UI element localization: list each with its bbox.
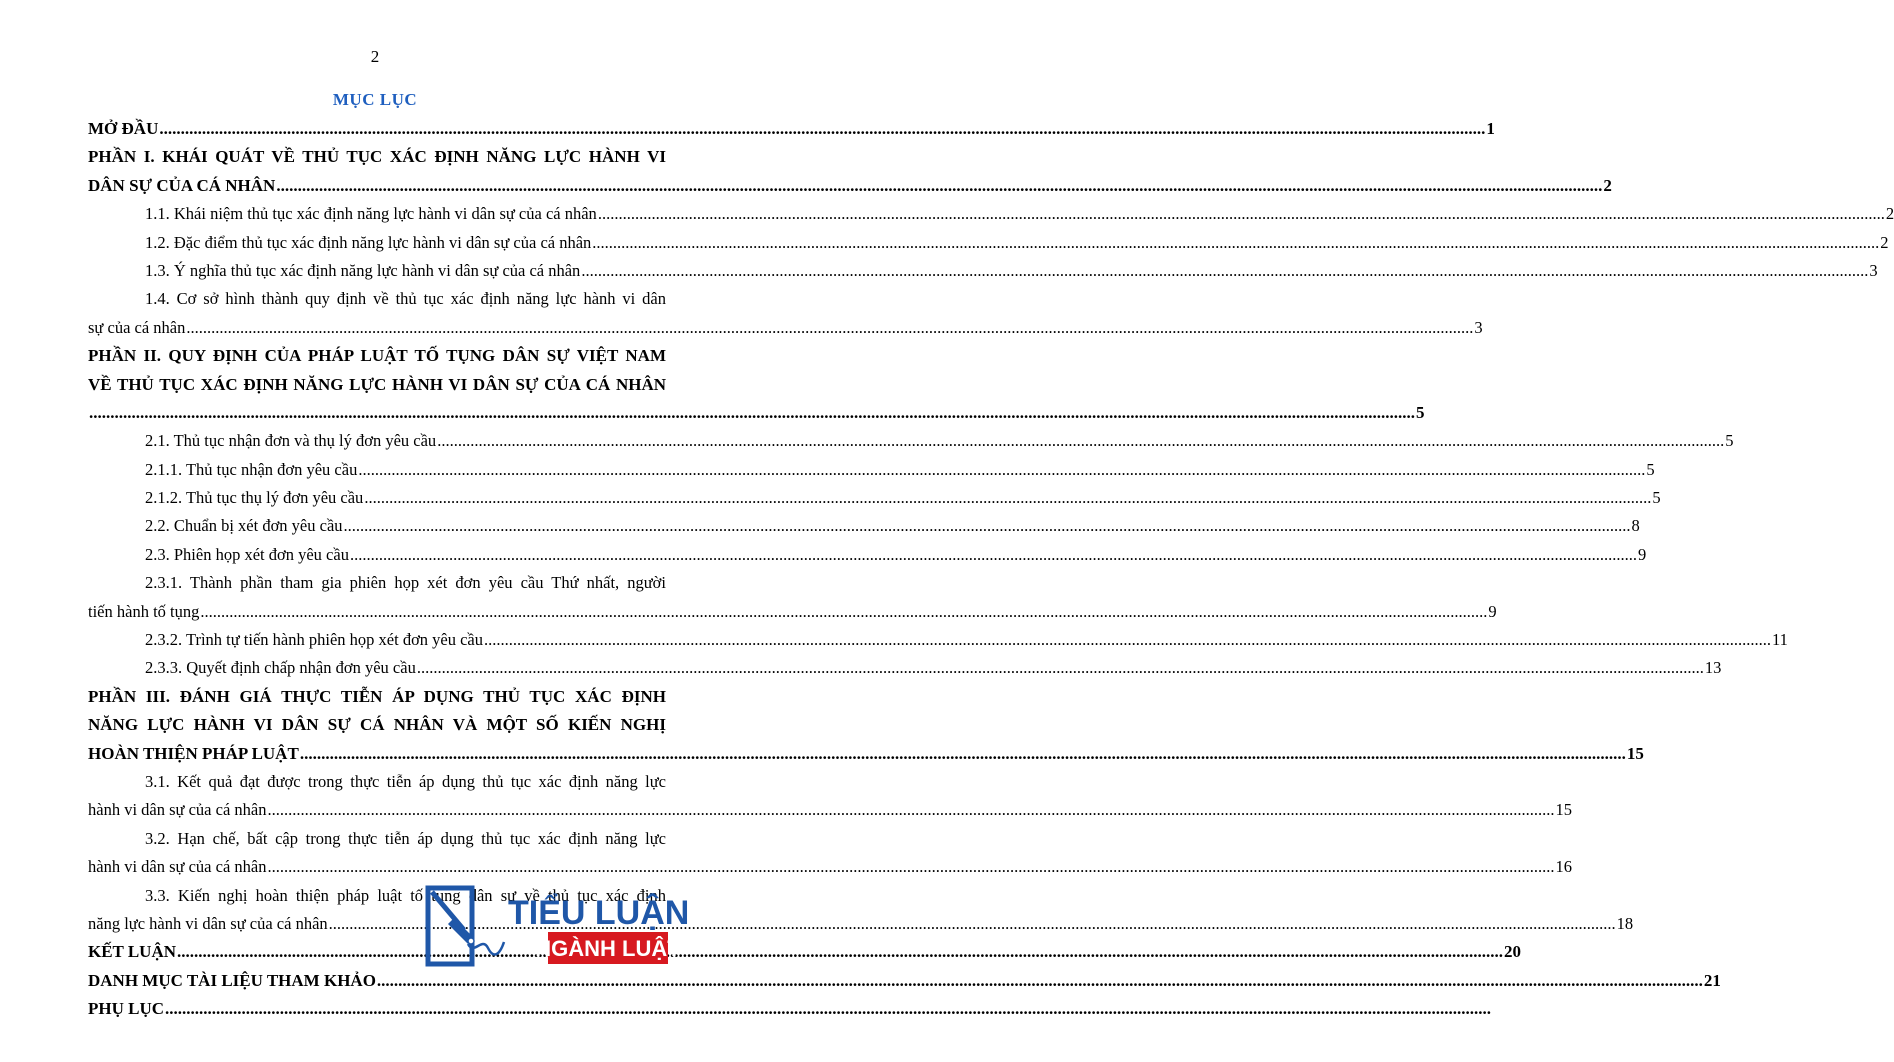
dot-leader bbox=[159, 115, 1485, 143]
toc-page: 5 bbox=[1725, 431, 1734, 451]
toc-page: 16 bbox=[1555, 857, 1572, 877]
toc-entry-text: hành vi dân sự của cá nhân bbox=[88, 800, 267, 820]
toc-entry[interactable] bbox=[88, 825, 666, 853]
toc-title: MỤC LỤC bbox=[332, 90, 418, 109]
toc-entry-text: hành vi dân sự của cá nhân bbox=[88, 857, 267, 877]
dot-leader bbox=[267, 853, 1554, 881]
toc-entry-text: MỞ ĐẦU bbox=[88, 119, 159, 138]
dot-leader bbox=[437, 427, 1724, 455]
toc-entry[interactable] bbox=[88, 626, 1788, 654]
toc-entry[interactable] bbox=[88, 995, 666, 1023]
pen-nib-icon bbox=[428, 888, 504, 964]
toc-page: 21 bbox=[1703, 970, 1721, 990]
dot-leader bbox=[344, 512, 1631, 540]
toc-entry[interactable] bbox=[88, 285, 666, 313]
toc-page: 20 bbox=[1504, 942, 1522, 962]
toc-entry-text: 1.3. Ý nghĩa thủ tục xác định năng lực hành vi dân sự của cá nhân bbox=[145, 260, 581, 280]
watermark-logo bbox=[424, 884, 690, 968]
dot-leader bbox=[598, 200, 1885, 228]
page-number: 2 bbox=[370, 47, 380, 66]
toc-entry-text: 2.3. Phiên họp xét đơn yêu cầu bbox=[145, 544, 349, 564]
toc-entry-text: năng lực hành vi dân sự của cá nhân bbox=[88, 913, 328, 933]
toc-entry[interactable] bbox=[88, 456, 1655, 484]
toc-entry-text: 3.3. Kiến nghị hoàn thiện pháp luật tố tụng dân sự về thủ tục xác định bbox=[145, 885, 666, 905]
toc-entry[interactable] bbox=[88, 143, 666, 171]
dot-leader bbox=[358, 456, 1645, 484]
toc-entry-text: sự của cá nhân bbox=[88, 317, 186, 337]
watermark-line2: NGÀNH LUẬT bbox=[535, 936, 681, 961]
dot-leader bbox=[300, 740, 1626, 768]
toc-entry-text: tiến hành tố tụng bbox=[88, 601, 200, 621]
toc-entry-text: 3.2. Hạn chế, bất cập trong thực tiễn áp dụng thủ tục xác định năng lực bbox=[145, 828, 666, 848]
toc-entry-text: 1.2. Đặc điểm thủ tục xác định năng lực hành vi dân sự của cá nhân bbox=[145, 232, 592, 252]
toc-entry[interactable] bbox=[88, 342, 666, 370]
toc-page: 9 bbox=[1637, 544, 1647, 564]
toc-page: 2 bbox=[1885, 204, 1894, 224]
dot-leader bbox=[484, 626, 1771, 654]
toc-entry-text: 2.3.2. Trình tự tiến hành phiên họp xét đơn yêu cầu bbox=[145, 630, 484, 650]
toc-entry[interactable] bbox=[88, 484, 1661, 512]
toc-entry-text: 1.1. Khái niệm thủ tục xác định năng lực hành vi dân sự của cá nhân bbox=[145, 204, 597, 224]
toc-entry-cont[interactable] bbox=[88, 399, 1425, 427]
dot-leader bbox=[350, 541, 1637, 569]
toc-page: 11 bbox=[1772, 630, 1788, 650]
toc-entry-text: 3.1. Kết quả đạt được trong thực tiễn áp dụng thủ tục xác định năng lực bbox=[145, 771, 666, 791]
toc-entry-cont[interactable] bbox=[88, 740, 1644, 768]
toc-entry-cont[interactable] bbox=[88, 711, 666, 739]
toc-entry-text: 2.2. Chuẩn bị xét đơn yêu cầu bbox=[145, 516, 343, 536]
toc-entry[interactable] bbox=[88, 654, 1722, 682]
dot-leader bbox=[89, 399, 1415, 427]
toc-entry[interactable] bbox=[88, 768, 666, 796]
toc-entry[interactable] bbox=[88, 200, 1894, 228]
toc-entry-cont[interactable] bbox=[88, 314, 1483, 342]
toc-page: 5 bbox=[1646, 459, 1655, 479]
watermark-line1: TIỂU LUẬN bbox=[508, 894, 690, 932]
toc-page: 3 bbox=[1869, 260, 1878, 280]
toc-entry-text: DANH MỤC TÀI LIỆU THAM KHẢO bbox=[88, 970, 376, 990]
toc-entry-text: PHẦN III. ĐÁNH GIÁ THỰC TIỄN ÁP DỤNG THỦ TỤC XÁC ĐỊNH bbox=[88, 686, 666, 706]
toc-entry[interactable] bbox=[88, 683, 666, 711]
toc-entry-text: NĂNG LỰC HÀNH VI DÂN SỰ CÁ NHÂN VÀ MỘT SỐ KIẾN NGHỊ bbox=[88, 715, 666, 735]
toc-page: 5 bbox=[1652, 488, 1661, 508]
toc-page: 18 bbox=[1616, 913, 1634, 933]
toc-page: 9 bbox=[1488, 601, 1497, 621]
toc-entry-cont[interactable] bbox=[88, 796, 1572, 824]
toc-entry-text: 1.4. Cơ sở hình thành quy định về thủ tục xác định năng lực hành vi dân bbox=[145, 289, 666, 309]
toc-entry[interactable] bbox=[88, 229, 1889, 257]
toc-entry-text: 2.1. Thủ tục nhận đơn và thụ lý đơn yêu cầu bbox=[145, 431, 437, 451]
toc-page: 5 bbox=[1416, 402, 1425, 422]
dot-leader bbox=[377, 967, 1703, 995]
toc-entry-text: KẾT LUẬN bbox=[88, 942, 177, 962]
toc-entry[interactable] bbox=[88, 569, 666, 597]
toc-entry-text: 2.1.1. Thủ tục nhận đơn yêu cầu bbox=[145, 459, 358, 479]
toc-entry[interactable] bbox=[88, 427, 1734, 455]
toc-entry-cont[interactable] bbox=[88, 172, 1612, 200]
toc-entry-text: PHỤ LỤC bbox=[88, 999, 165, 1019]
toc-page: 2 bbox=[1603, 175, 1612, 195]
toc-entry-text: VỀ THỦ TỤC XÁC ĐỊNH NĂNG LỰC HÀNH VI DÂN SỰ CỦA CÁ NHÂN bbox=[88, 374, 666, 394]
toc-entry[interactable] bbox=[88, 967, 1721, 995]
toc-page: 13 bbox=[1704, 658, 1722, 678]
toc-entry-text: 2.3.1. Thành phần tham gia phiên họp xét đơn yêu cầu Thứ nhất, người bbox=[145, 573, 666, 593]
dot-leader bbox=[364, 484, 1651, 512]
toc-entry-cont[interactable] bbox=[88, 371, 666, 399]
dot-leader bbox=[177, 938, 1503, 966]
toc-page: 1 bbox=[1486, 119, 1495, 138]
toc-entry-cont[interactable] bbox=[88, 853, 1572, 881]
toc-entry-text: PHẦN I. KHÁI QUÁT VỀ THỦ TỤC XÁC ĐỊNH NĂNG LỰC HÀNH VI bbox=[88, 147, 666, 167]
toc-entry-text: PHẦN II. QUY ĐỊNH CỦA PHÁP LUẬT TỐ TỤNG DÂN SỰ VIỆT NAM bbox=[88, 346, 666, 366]
toc-entry-text: 2.1.2. Thủ tục thụ lý đơn yêu cầu bbox=[145, 488, 364, 508]
toc-entry[interactable] bbox=[88, 541, 1647, 569]
dot-leader bbox=[267, 796, 1554, 824]
toc-entry[interactable] bbox=[88, 115, 1495, 143]
dot-leader bbox=[592, 229, 1879, 257]
toc-entry[interactable] bbox=[88, 257, 1878, 285]
dot-leader bbox=[200, 598, 1487, 626]
toc-entry-text: DÂN SỰ CỦA CÁ NHÂN bbox=[88, 175, 276, 195]
dot-leader bbox=[186, 314, 1473, 342]
dot-leader bbox=[276, 172, 1602, 200]
dot-leader bbox=[417, 654, 1704, 682]
toc-entry-text: 2.3.3. Quyết định chấp nhận đơn yêu cầu bbox=[145, 658, 416, 678]
toc-entry[interactable] bbox=[88, 512, 1640, 540]
dot-leader bbox=[165, 995, 1491, 1023]
toc-entry-text: HOÀN THIỆN PHÁP LUẬT bbox=[88, 743, 299, 763]
toc-page: 8 bbox=[1631, 516, 1640, 536]
toc-page: 3 bbox=[1474, 317, 1483, 337]
toc-page: 15 bbox=[1626, 743, 1644, 763]
toc-page: 2 bbox=[1880, 232, 1889, 252]
toc-entry-cont[interactable] bbox=[88, 598, 1497, 626]
toc-page: 15 bbox=[1555, 800, 1572, 820]
dot-leader bbox=[581, 257, 1868, 285]
